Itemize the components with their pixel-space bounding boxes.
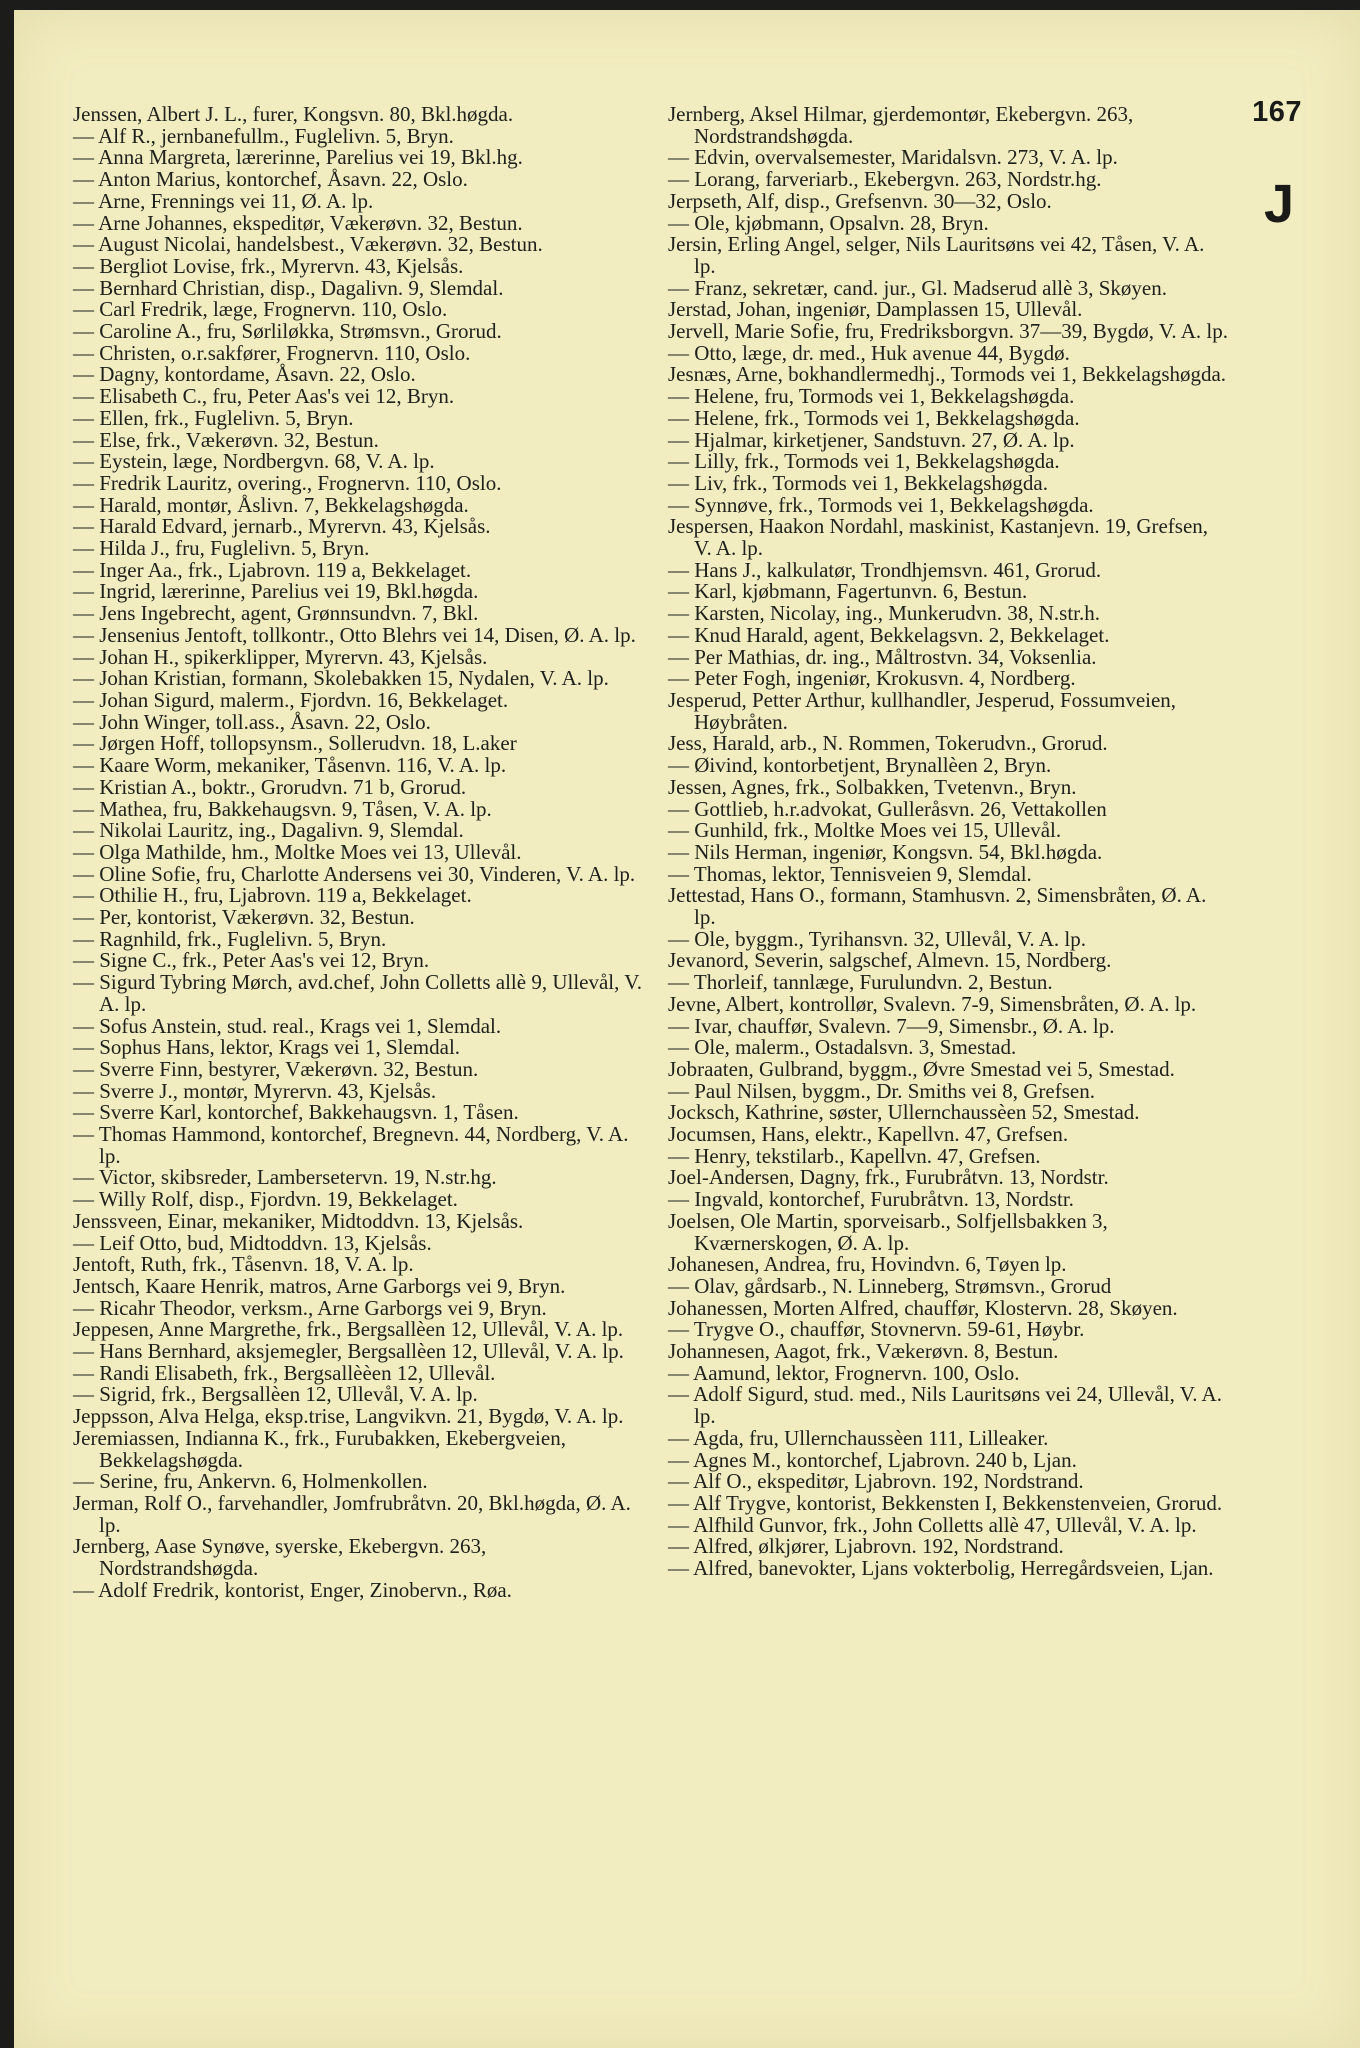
directory-entry: — Ivar, chauffør, Svalevn. 7—9, Simensbr., Ø. A. lp.	[668, 1013, 1115, 1038]
directory-entry: — Eystein, læge, Nordbergvn. 68, V. A. lp.	[73, 449, 435, 474]
directory-entry: — Thomas Hammond, kontorchef, Bregnevn. 44, Nordberg, V. A. lp.	[73, 1122, 629, 1168]
directory-entry: — Sigurd Tybring Mørch, avd.chef, John Colletts allè 9, Ullevål, V. A. lp.	[73, 970, 642, 1016]
directory-entry: — Willy Rolf, disp., Fjordvn. 19, Bekkelaget.	[73, 1187, 458, 1212]
directory-entry: — Kaare Worm, mekaniker, Tåsenvn. 116, V. A. lp.	[73, 753, 507, 778]
directory-entry: — Helene, frk., Tormods vei 1, Bekkelagshøgda.	[668, 405, 1080, 430]
directory-entry: — Ole, byggm., Tyrihansvn. 32, Ullevål, V. A. lp.	[668, 926, 1086, 951]
directory-entry: — Thorleif, tannlæge, Furulundvn. 2, Bestun.	[668, 970, 1053, 995]
directory-entry: — Arne Johannes, ekspeditør, Vækerøvn. 32, Bestun.	[73, 210, 523, 235]
directory-entry: Jentoft, Ruth, frk., Tåsenvn. 18, V. A. lp.	[73, 1252, 414, 1277]
directory-entry: — Bernhard Christian, disp., Dagalivn. 9, Slemdal.	[73, 275, 504, 300]
directory-entry: — Sverre Finn, bestyrer, Vækerøvn. 32, Bestun.	[73, 1056, 479, 1081]
directory-entry: Jerstad, Johan, ingeniør, Damplassen 15, Ullevål.	[668, 297, 1083, 322]
directory-entry: Jenssveen, Einar, mekaniker, Midtoddvn. 13, Kjelsås.	[73, 1208, 524, 1233]
directory-entry: — Adolf Fredrik, kontorist, Enger, Zinobervn., Røa.	[73, 1577, 512, 1602]
directory-entry: Jeremiassen, Indianna K., frk., Furubakken, Ekebergveien, Bekkelagshøgda.	[73, 1425, 566, 1472]
directory-entry: Jevne, Albert, kontrollør, Svalevn. 7-9, Simensbråten, Ø. A. lp.	[668, 991, 1197, 1016]
directory-entry: Jersin, Erling Angel, selger, Nils Lauritsøns vei 42, Tåsen, V. A. lp.	[668, 232, 1205, 278]
directory-entry: Jobraaten, Gulbrand, byggm., Øvre Smestad vei 5, Smestad.	[668, 1056, 1175, 1081]
directory-entry: — Trygve O., chauffør, Stovnervn. 59-61, Høybr.	[668, 1317, 1085, 1342]
directory-entry: Jernberg, Aase Synøve, syerske, Ekebergvn. 263, Nordstrandshøgda.	[73, 1534, 487, 1581]
directory-entry: Jenssen, Albert J. L., furer, Kongsvn. 80, Bkl.høgda.	[73, 102, 514, 126]
directory-entry: Jerpseth, Alf, disp., Grefsenvn. 30—32, Oslo.	[668, 188, 1052, 213]
directory-entry: — Nikolai Lauritz, ing., Dagalivn. 9, Slemdal.	[73, 818, 464, 843]
directory-entry: Johannesen, Aagot, frk., Vækerøvn. 8, Bestun.	[668, 1339, 1059, 1364]
directory-entry: — August Nicolai, handelsbest., Vækerøvn. 32, Bestun.	[73, 232, 543, 257]
directory-entry: — Harald Edvard, jernarb., Myrervn. 43, Kjelsås.	[73, 514, 491, 539]
directory-entry: — Alfhild Gunvor, frk., John Colletts allè 47, Ullevål, V. A. lp.	[668, 1512, 1197, 1537]
directory-entry: — Victor, skibsreder, Lambersetervn. 19, N.str.hg.	[73, 1165, 497, 1190]
directory-entry: — Oline Sofie, fru, Charlotte Andersens vei 30, Vinderen, V. A. lp.	[73, 861, 636, 886]
directory-entry: — Hans J., kalkulatør, Trondhjemsvn. 461, Grorud.	[668, 557, 1102, 582]
directory-entry: — Synnøve, frk., Tormods vei 1, Bekkelagshøgda.	[668, 492, 1094, 517]
directory-entry: — Johan Sigurd, malerm., Fjordvn. 16, Bekkelaget.	[73, 687, 509, 712]
directory-entry: Jocksch, Kathrine, søster, Ullernchaussèen 52, Smestad.	[668, 1100, 1140, 1125]
directory-entry: — Carl Fredrik, læge, Frognervn. 110, Oslo.	[73, 297, 448, 322]
directory-entry: — Bergliot Lovise, frk., Myrervn. 43, Kjelsås.	[73, 253, 464, 278]
directory-entry: — Jørgen Hoff, tollopsynsm., Sollerudvn. 18, L.aker	[73, 731, 517, 756]
directory-entry: — Randi Elisabeth, frk., Bergsallèèen 12, Ullevål.	[73, 1360, 496, 1385]
directory-entry: — Otto, læge, dr. med., Huk avenue 44, Bygdø.	[668, 340, 1070, 365]
directory-entry: — Leif Otto, bud, Midtoddvn. 13, Kjelsås.	[73, 1230, 432, 1255]
directory-entry: — Lorang, farveriarb., Ekebergvn. 263, Nordstr.hg.	[668, 167, 1102, 192]
directory-entry: Jevanord, Severin, salgschef, Almevn. 15, Nordberg.	[668, 948, 1112, 973]
directory-entry: — Ole, malerm., Ostadalsvn. 3, Smestad.	[668, 1035, 1017, 1060]
page-header	[1252, 96, 1302, 235]
page-number: 167	[1252, 96, 1302, 128]
directory-entry: — Hans Bernhard, aksjemegler, Bergsallèen 12, Ullevål, V. A. lp.	[73, 1339, 624, 1364]
directory-entry: Jettestad, Hans O., formann, Stamhusvn. 2, Simensbråten, Ø. A. lp.	[668, 883, 1207, 930]
directory-entry: — Else, frk., Vækerøvn. 32, Bestun.	[73, 427, 379, 452]
directory-entry: — Harald, montør, Åslivn. 7, Bekkelagshøgda.	[73, 492, 469, 517]
directory-entry: — Serine, fru, Ankervn. 6, Holmenkollen.	[73, 1469, 428, 1494]
directory-entry: — Johan Kristian, formann, Skolebakken 15, Nydalen, V. A. lp.	[73, 666, 609, 691]
directory-entry: — Ole, kjøbmann, Opsalvn. 28, Bryn.	[668, 210, 989, 235]
right-column	[668, 104, 1230, 1580]
directory-entry: — Aamund, lektor, Frognervn. 100, Oslo.	[668, 1360, 1020, 1385]
directory-entry: Johanesen, Andrea, fru, Hovindvn. 6, Tøyen lp.	[668, 1252, 1067, 1277]
directory-entry: — Johan H., spikerklipper, Myrervn. 43, Kjelsås.	[73, 644, 488, 669]
directory-entry: — Hilda J., fru, Fuglelivn. 5, Bryn.	[73, 536, 370, 561]
directory-entry: — Alfred, ølkjører, Ljabrovn. 192, Nordstrand.	[668, 1534, 1064, 1559]
directory-entry: Jessen, Agnes, frk., Solbakken, Tvetenvn., Bryn.	[668, 774, 1077, 799]
directory-entry: — Knud Harald, agent, Bekkelagsvn. 2, Bekkelaget.	[668, 622, 1110, 647]
directory-entry: Jesperud, Petter Arthur, kullhandler, Jesperud, Fossumveien, Høybråten.	[668, 687, 1177, 734]
directory-entry: — Olav, gårdsarb., N. Linneberg, Strømsvn., Grorud	[668, 1273, 1112, 1298]
directory-entry: — Fredrik Lauritz, overing., Frognervn. 110, Oslo.	[73, 470, 502, 495]
directory-entry: — Ellen, frk., Fuglelivn. 5, Bryn.	[73, 405, 354, 430]
directory-entry: — Thomas, lektor, Tennisveien 9, Slemdal.	[668, 861, 1032, 886]
directory-entry: — Arne, Frennings vei 11, Ø. A. lp.	[73, 188, 374, 213]
directory-entry: Joelsen, Ole Martin, sporveisarb., Solfjellsbakken 3, Kværnerskogen, Ø. A. lp.	[668, 1208, 1108, 1255]
directory-entry: — Per, kontorist, Vækerøvn. 32, Bestun.	[73, 905, 415, 930]
directory-entry: — Edvin, overvalsemester, Maridalsvn. 273, V. A. lp.	[668, 145, 1118, 170]
directory-entry: — Jensenius Jentoft, tollkontr., Otto Blehrs vei 14, Disen, Ø. A. lp.	[73, 622, 636, 647]
directory-entry: Jerman, Rolf O., farvehandler, Jomfrubråtvn. 20, Bkl.høgda, Ø. A. lp.	[73, 1491, 631, 1537]
directory-entry: — Sophus Hans, lektor, Krags vei 1, Slemdal.	[73, 1035, 461, 1060]
directory-entry: — Jens Ingebrecht, agent, Grønnsundvn. 7, Bkl.	[73, 601, 479, 626]
directory-entry: — John Winger, toll.ass., Åsavn. 22, Oslo.	[73, 709, 431, 734]
directory-entry: — Peter Fogh, ingeniør, Krokusvn. 4, Nordberg.	[668, 666, 1076, 691]
directory-entry: — Signe C., frk., Peter Aas's vei 12, Bryn.	[73, 948, 430, 973]
section-letter: J	[1263, 174, 1294, 234]
directory-entry: — Liv, frk., Tormods vei 1, Bekkelagshøgda.	[668, 470, 1048, 495]
directory-entry: — Ingrid, lærerinne, Parelius vei 19, Bkl.høgda.	[73, 579, 479, 604]
directory-entry: — Alfred, banevokter, Ljans vokterbolig, Herregårdsveien, Ljan.	[668, 1556, 1214, 1581]
directory-entry: — Caroline A., fru, Sørliløkka, Strømsvn., Grorud.	[73, 319, 502, 344]
directory-entry: — Dagny, kontordame, Åsavn. 22, Oslo.	[73, 362, 416, 387]
directory-entry: — Lilly, frk., Tormods vei 1, Bekkelagshøgda.	[668, 449, 1060, 474]
directory-entry: Jocumsen, Hans, elektr., Kapellvn. 47, Grefsen.	[668, 1122, 1069, 1147]
directory-entry: Jernberg, Aksel Hilmar, gjerdemontør, Ekebergvn. 263, Nordstrandshøgda.	[668, 102, 1134, 148]
directory-entry: — Olga Mathilde, hm., Moltke Moes vei 13, Ullevål.	[73, 839, 522, 864]
directory-entry: — Christen, o.r.sakfører, Frognervn. 110, Oslo.	[73, 340, 471, 365]
directory-entry: — Gunhild, frk., Moltke Moes vei 15, Ullevål.	[668, 818, 1062, 843]
directory-entry: — Helene, fru, Tormods vei 1, Bekkelagshøgda.	[668, 384, 1075, 409]
directory-entry: Johanessen, Morten Alfred, chauffør, Klostervn. 28, Skøyen.	[668, 1295, 1178, 1320]
directory-entry: — Karl, kjøbmann, Fagertunvn. 6, Bestun.	[668, 579, 1028, 604]
directory-entry: — Kristian A., boktr., Grorudvn. 71 b, Grorud.	[73, 774, 467, 799]
directory-entry: — Othilie H., fru, Ljabrovn. 119 a, Bekkelaget.	[73, 883, 472, 908]
directory-entry: — Agnes M., kontorchef, Ljabrovn. 240 b, Ljan.	[668, 1447, 1077, 1472]
directory-entry: Jervell, Marie Sofie, fru, Fredriksborgvn. 37—39, Bygdø, V. A. lp.	[668, 319, 1228, 344]
directory-entry: — Karsten, Nicolay, ing., Munkerudvn. 38, N.str.h.	[668, 601, 1100, 626]
directory-entry: — Sverre Karl, kontorchef, Bakkehaugsvn. 1, Tåsen.	[73, 1100, 519, 1125]
directory-entry: — Sofus Anstein, stud. real., Krags vei 1, Slemdal.	[73, 1013, 502, 1038]
directory-entry: — Ragnhild, frk., Fuglelivn. 5, Bryn.	[73, 926, 387, 951]
directory-entry: — Sigrid, frk., Bergsallèen 12, Ullevål, V. A. lp.	[73, 1382, 478, 1407]
directory-entry: — Hjalmar, kirketjener, Sandstuvn. 27, Ø. A. lp.	[668, 427, 1075, 452]
directory-entry: — Ingvald, kontorchef, Furubråtvn. 13, Nordstr.	[668, 1187, 1074, 1212]
directory-entry: Jentsch, Kaare Henrik, matros, Arne Garborgs vei 9, Bryn.	[73, 1273, 566, 1298]
directory-entry: Joel-Andersen, Dagny, frk., Furubråtvn. 13, Nordstr.	[668, 1165, 1109, 1190]
directory-entry: Jesnæs, Arne, bokhandlermedhj., Tormods vei 1, Bekkelagshøgda.	[668, 362, 1227, 387]
directory-entry: Jespersen, Haakon Nordahl, maskinist, Kastanjevn. 19, Grefsen, V. A. lp.	[668, 514, 1209, 561]
directory-entry: — Sverre J., montør, Myrervn. 43, Kjelsås.	[73, 1078, 437, 1103]
directory-entry: — Adolf Sigurd, stud. med., Nils Lauritsøns vei 24, Ullevål, V. A. lp.	[668, 1382, 1222, 1429]
directory-page	[14, 10, 1360, 2048]
directory-entry: — Per Mathias, dr. ing., Måltrostvn. 34, Voksenlia.	[668, 644, 1097, 669]
directory-entry: — Henry, tekstilarb., Kapellvn. 47, Grefsen.	[668, 1143, 1041, 1168]
directory-entry: — Ricahr Theodor, verksm., Arne Garborgs vei 9, Bryn.	[73, 1295, 547, 1320]
directory-entry: Jeppesen, Anne Margrethe, frk., Bergsallèen 12, Ullevål, V. A. lp.	[73, 1317, 624, 1342]
directory-entry: Jess, Harald, arb., N. Rommen, Tokerudvn., Grorud.	[668, 731, 1108, 756]
directory-entry: — Nils Herman, ingeniør, Kongsvn. 54, Bkl.høgda.	[668, 839, 1103, 864]
directory-entry: — Anna Margreta, lærerinne, Parelius vei 19, Bkl.hg.	[73, 145, 523, 170]
directory-entry: — Anton Marius, kontorchef, Åsavn. 22, Oslo.	[73, 167, 468, 192]
directory-entry: — Alf Trygve, kontorist, Bekkensten I, Bekkenstenveien, Grorud.	[668, 1491, 1223, 1515]
directory-entry: — Gottlieb, h.r.advokat, Gulleråsvn. 26, Vettakollen	[668, 796, 1107, 821]
directory-entry: — Elisabeth C., fru, Peter Aas's vei 12, Bryn.	[73, 384, 455, 409]
directory-entry: Jeppsson, Alva Helga, eksp.trise, Langvikvn. 21, Bygdø, V. A. lp.	[73, 1404, 624, 1429]
directory-entry: — Agda, fru, Ullernchaussèen 111, Lilleaker.	[668, 1425, 1049, 1450]
directory-entry: — Paul Nilsen, byggm., Dr. Smiths vei 8, Grefsen.	[668, 1078, 1095, 1103]
directory-entry: — Inger Aa., frk., Ljabrovn. 119 a, Bekkelaget.	[73, 557, 472, 582]
directory-entry: — Mathea, fru, Bakkehaugsvn. 9, Tåsen, V. A. lp.	[73, 796, 492, 821]
directory-entry: — Øivind, kontorbetjent, Brynallèen 2, Bryn.	[668, 753, 1052, 778]
directory-entry: — Franz, sekretær, cand. jur., Gl. Madserud allè 3, Skøyen.	[668, 275, 1167, 300]
directory-entry: — Alf O., ekspeditør, Ljabrovn. 192, Nordstrand.	[668, 1469, 1084, 1494]
directory-entry: — Alf R., jernbanefullm., Fuglelivn. 5, Bryn.	[73, 123, 454, 148]
left-column	[73, 104, 648, 1602]
